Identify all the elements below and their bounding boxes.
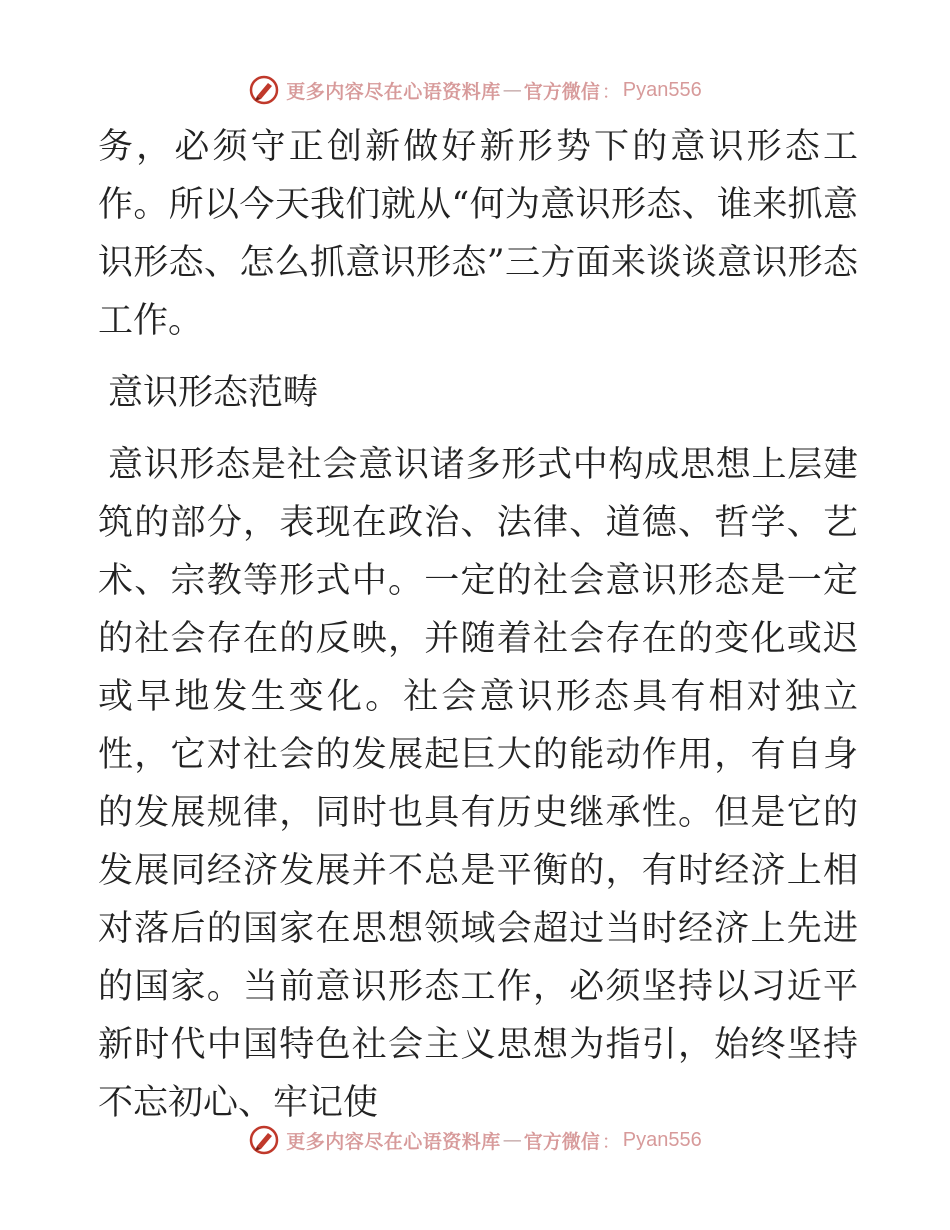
footer-banner — [0, 1120, 950, 1160]
header-separator: — — [502, 79, 522, 101]
footer-colon: ： — [601, 1130, 621, 1153]
footer-separator: — — [502, 1129, 522, 1151]
header-wechat-label: 官方微信 — [523, 80, 600, 103]
footer-wechat-label: 官方微信 — [523, 1130, 600, 1153]
header-colon: ： — [601, 80, 621, 103]
footer-brand: 更多内容尽在心语资料库 — [286, 1130, 501, 1153]
document-body — [98, 118, 858, 1132]
section-heading: 意识形态范畴 — [108, 373, 319, 413]
footer-wechat-id: Pyan556 — [622, 1128, 702, 1151]
header-wechat-id: Pyan556 — [622, 78, 702, 101]
pen-logo-icon — [248, 1124, 280, 1156]
paragraph-1: 务，必须守正创新做好新形势下的意识形态工作。所以今天我们就从“何为意识形态、谁来抓意识形态、怎么抓意识形态”三方面来谈谈意识形态工作。 — [98, 127, 858, 341]
header-banner — [0, 70, 950, 110]
pen-logo-icon — [248, 74, 280, 106]
paragraph-2: 意识形态是社会意识诸多形式中构成思想上层建筑的部分，表现在政治、法律、道德、哲学、艺术、宗教等形式中。一定的社会意识形态是一定的社会存在的反映，并随着社会存在的变化或迟或早地发生变化。社会意识形态具有相对独立性，它对社会的发展起巨大的能动作用，有自身的发展规律，同时也具有历史继承性。但是它的发展同经济发展并不总是平衡的，有时经济上相对落后的国家在思想领域会超过当时经济上先进的国家。当前意识形态工作，必须坚持以习近平新时代中国特色社会主义思想为指引，始终坚持不忘初心、牢记使 — [98, 445, 858, 1123]
header-brand: 更多内容尽在心语资料库 — [286, 80, 501, 103]
